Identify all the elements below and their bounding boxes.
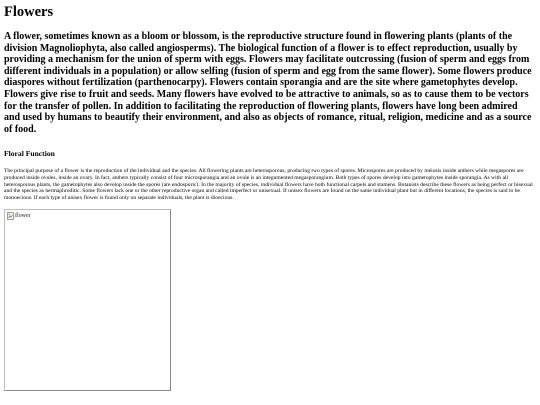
image-alt-text: flower [15, 213, 31, 220]
broken-image-placeholder [7, 212, 31, 220]
page-title: Flowers [4, 4, 54, 20]
flower-image [4, 209, 171, 391]
broken-image-icon [7, 212, 15, 220]
section-paragraph: The principal purpose of a flower is the reproduction of the individual and the species. All flowering plants are heterosporous, producing two types of spores. Microspores are produced by meiosis inside anthers while megaspores are produced inside ovules, inside an ovary. In fact, anthers typically consist of four microsporangia and an ovule is an integumented megasporangium. Both types of spores develop into gametophytes inside sporangia. As with all heterosporous plants, the gametophytes also develop inside the spores (are endosporic). In the majority of species, individual flowers have both functional carpels and stamens. Botanists describe these flowers as being perfect or bisexual and the species as hermaphroditic. Some flowers lack one or the other reproductive organ and called imperfect or unisexual. If unisex flowers are found on the same individual plant but in different locations, the species is said to be monoecious. If each type of unisex flower is found only on separate individuals, the plant is dioecious. [4, 168, 533, 201]
lead-paragraph: A flower, sometimes known as a bloom or blossom, is the reproductive structure found in flowering plants (plants of the division Magnoliophyta, also called angiosperms). The biological function of a flower is to effect reproduction, usually by providing a mechanism for the union of sperm with eggs. Flowers may facilitate outcrossing (fusion of sperm and eggs from different individuals in a population) or allow selfing (fusion of sperm and egg from the same flower). Some flowers produce diaspores without fertilization (parthenocarpy). Flowers contain sporangia and are the site where gametophytes develop. Flowers give rise to fruit and seeds. Many flowers have evolved to be attractive to animals, so as to cause them to be vectors for the transfer of pollen. In addition to facilitating the reproduction of flowering plants, flowers have long been admired and used by humans to beautify their environment, and also as objects of romance, ritual, religion, medicine and as a source of food. [4, 31, 532, 135]
section-heading: Floral Function [4, 149, 55, 159]
